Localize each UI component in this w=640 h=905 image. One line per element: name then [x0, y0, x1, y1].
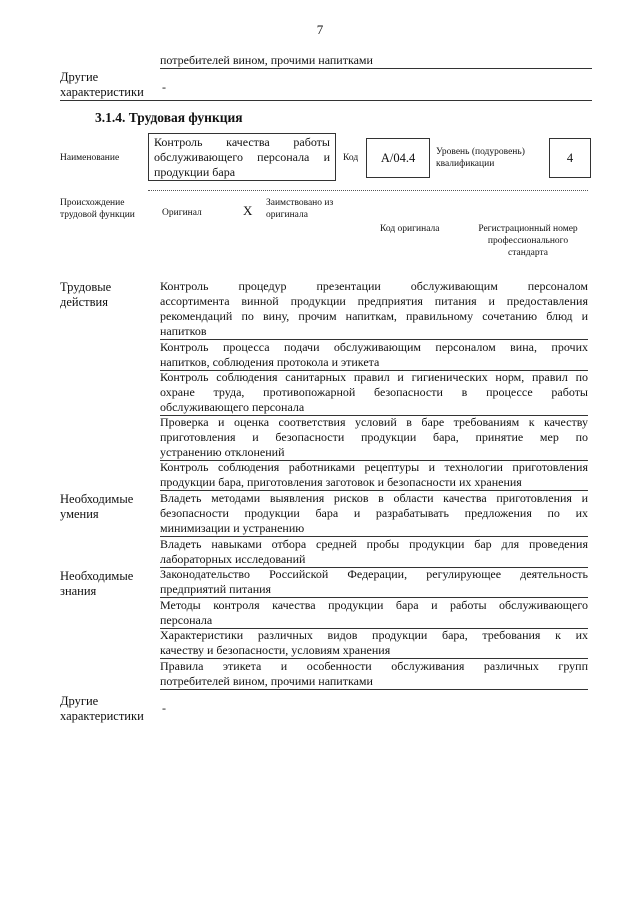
- knowledge-item: [160, 659, 588, 690]
- labor-action-item: [160, 340, 588, 371]
- labor-action-line: Проверка и оценка соответствия условий в баре требованиям к качеству: [160, 415, 588, 429]
- origin-top-dots: [148, 190, 588, 191]
- name-line: Контроль качества работы: [154, 135, 330, 149]
- labor-action-item: [160, 279, 588, 340]
- knowledge-line: Законодательство Российской Федерации, регулирующее деятельность: [160, 567, 588, 581]
- code-label: Код: [343, 153, 359, 163]
- origin-original-label: Оригинал: [162, 208, 202, 218]
- labor-action-line: Контроль процесса подачи обслуживающим персоналом вина, прочих: [160, 340, 588, 354]
- labor-action-line: обслуживающего персонала: [160, 400, 305, 414]
- labor-action-item: [160, 370, 588, 416]
- knowledge-line: персонала: [160, 613, 213, 627]
- labor-action-item: [160, 460, 588, 491]
- name-line: обслуживающего персонала и: [154, 150, 330, 164]
- labor-actions-label-2: действия: [60, 295, 108, 309]
- level-label-2: квалификации: [436, 159, 495, 169]
- skills-label: [60, 492, 133, 522]
- continuation-text: потребителей вином, прочими напитками: [160, 53, 373, 67]
- code-value: A/04.4: [366, 138, 430, 178]
- origin-borrowed-2: оригинала: [266, 210, 308, 220]
- skills-label-2: умения: [60, 507, 99, 521]
- bottom-other-label: [60, 694, 144, 724]
- level-label: [436, 146, 525, 170]
- skill-line: Владеть навыками отбора средней пробы продукции бар для проведения: [160, 537, 588, 551]
- labor-action-line: охране труда, противопожарной безопасности в процессе работы: [160, 385, 588, 399]
- skill-item: [160, 537, 588, 568]
- knowledge-line: качеству и безопасности, условиям хранения: [160, 643, 391, 657]
- top-other-label: [60, 70, 144, 100]
- knowledge-item: [160, 598, 588, 629]
- top-other-value: -: [162, 80, 166, 94]
- labor-action-line: устранению отклонений: [160, 445, 285, 459]
- bottom-other-label-1: Другие: [60, 694, 99, 708]
- name-label: Наименование: [60, 153, 120, 163]
- labor-action-line: продукции бара, приготовления заготовок и безопасности их хранения: [160, 475, 522, 489]
- top-other-label-1: Другие: [60, 70, 99, 84]
- origin-label-1: Происхождение: [60, 198, 125, 208]
- continuation-line: [160, 53, 592, 69]
- page-number: 7: [316, 22, 324, 37]
- knowledge-line: предприятий питания: [160, 582, 272, 596]
- labor-action-line: рекомендаций по вину, прочим напиткам, правильному сочетанию блюд и: [160, 309, 588, 323]
- reg-number-2: профессионального: [487, 236, 569, 246]
- bottom-other-value: -: [162, 701, 166, 715]
- skills-label-1: Необходимые: [60, 492, 134, 506]
- labor-action-line: Контроль процедур презентации обслуживающим персоналом: [160, 279, 588, 293]
- name-box: [148, 133, 336, 181]
- bottom-other-label-2: характеристики: [60, 709, 144, 723]
- skill-line: Владеть методами выявления рисков в области качества приготовления и: [160, 491, 588, 505]
- labor-actions-label-1: Трудовые: [60, 280, 112, 294]
- skill-line: минимизации и устранению: [160, 521, 305, 535]
- knowledge-item: [160, 628, 588, 659]
- origin-label-2: трудовой функции: [60, 210, 135, 220]
- section-title: 3.1.4. Трудовая функция: [95, 110, 243, 125]
- skill-line: лабораторных исследований: [160, 552, 306, 566]
- reg-number-1: Регистрационный номер: [478, 224, 578, 234]
- labor-action-line: напитков, соблюдения протокола и этикета: [160, 355, 380, 369]
- labor-action-line: приготовления и безопасности продукции бара, принятие мер по: [160, 430, 588, 444]
- level-label-1: Уровень (подуровень): [436, 147, 525, 157]
- level-value: 4: [549, 138, 591, 178]
- origin-label: [60, 197, 135, 221]
- origin-mark: X: [243, 203, 253, 218]
- reg-number-label: [468, 223, 588, 259]
- labor-actions-label: [60, 280, 111, 310]
- knowledge-label: [60, 569, 133, 599]
- knowledge-item: [160, 567, 588, 598]
- origin-borrowed-label: [266, 197, 333, 221]
- reg-number-3: стандарта: [508, 248, 548, 258]
- top-other-label-2: характеристики: [60, 85, 144, 99]
- skill-line: безопасности продукции бара и разрабатывать предложения по их: [160, 506, 588, 520]
- name-line: продукции бара: [154, 165, 236, 179]
- labor-action-line: напитков: [160, 324, 207, 338]
- knowledge-label-2: знания: [60, 584, 97, 598]
- knowledge-line: Методы контроля качества продукции бара и работы обслуживающего: [160, 598, 588, 612]
- origin-borrowed-1: Заимствовано из: [266, 198, 334, 208]
- labor-action-line: Контроль соблюдения санитарных правил и гигиенических норм, правил по: [160, 370, 588, 384]
- knowledge-line: Характеристики различных видов продукции бара, требования к их: [160, 628, 588, 642]
- knowledge-line: потребителей вином, прочими напитками: [160, 674, 373, 688]
- skill-item: [160, 491, 588, 537]
- top-other-rule: [60, 100, 592, 101]
- labor-action-item: [160, 415, 588, 461]
- labor-action-line: ассортимента винной продукции предприятия питания и предоставления: [160, 294, 588, 308]
- knowledge-label-1: Необходимые: [60, 569, 134, 583]
- knowledge-line: Правила этикета и особенности обслуживания различных групп: [160, 659, 588, 673]
- labor-action-line: Контроль соблюдения работниками рецептуры и технологии приготовления: [160, 460, 588, 474]
- code-original-label: Код оригинала: [380, 224, 440, 234]
